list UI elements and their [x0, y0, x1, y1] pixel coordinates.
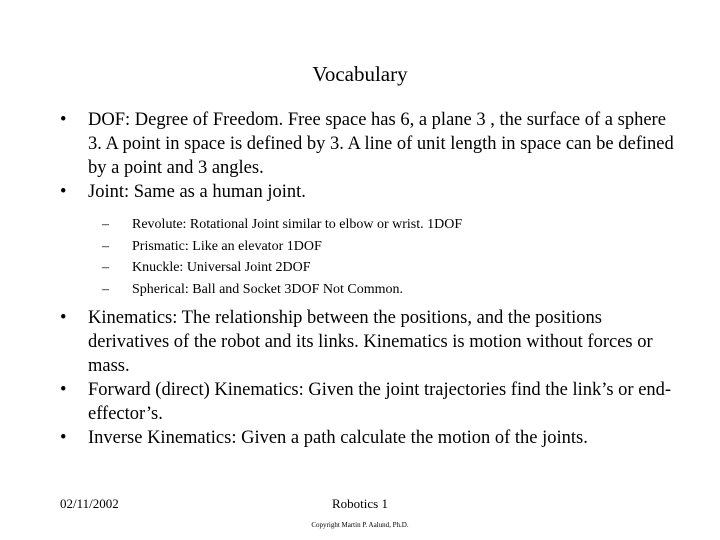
bullet-text: Kinematics: The relationship between the positions, and the positions derivatives of the robot and its links. Kinematics is motion without forces or mass.	[88, 308, 653, 376]
bullet-marker: •	[60, 380, 67, 400]
sub-item-revolute	[102, 214, 680, 236]
footer-date: 02/11/2002	[60, 496, 119, 511]
dash-marker: –	[102, 281, 109, 297]
sub-item-prismatic	[102, 236, 680, 258]
sub-item-text: Prismatic: Like an elevator 1DOF	[132, 238, 322, 254]
bullet-forward-kinematics	[60, 378, 680, 426]
bullet-text: Joint: Same as a human joint.	[88, 182, 306, 202]
bullet-dof	[60, 108, 680, 180]
footer-copyright: Copyright Martin P. Aalund, Ph.D.	[311, 521, 409, 529]
bullet-text: DOF: Degree of Freedom. Free space has 6, a plane 3 , the surface of a sphere 3. A point in space is defined by 3. A line of unit length in space can be defined by a point and 3 angles.	[88, 110, 674, 178]
bullet-list	[60, 108, 680, 450]
joint-types-list	[60, 214, 680, 300]
footer-course: Robotics 1	[332, 496, 388, 511]
bullet-kinematics	[60, 306, 680, 378]
sub-item-knuckle	[102, 257, 680, 279]
bullet-marker: •	[60, 308, 67, 328]
dash-marker: –	[102, 217, 109, 232]
bullet-marker: •	[60, 182, 67, 202]
sub-item-spherical	[102, 279, 680, 301]
sub-item-text: Knuckle: Universal Joint 2DOF	[132, 260, 311, 275]
bullet-text: Forward (direct) Kinematics: Given the joint trajectories find the link’s or end-effector’s.	[88, 380, 672, 424]
bullet-text: Inverse Kinematics: Given a path calculate the motion of the joints.	[88, 428, 588, 448]
dash-marker: –	[102, 238, 109, 254]
bullet-marker: •	[60, 428, 67, 448]
sub-item-text: Spherical: Ball and Socket 3DOF Not Common.	[132, 281, 404, 297]
bullet-marker: •	[60, 110, 67, 130]
bullet-joint	[60, 180, 680, 204]
dash-marker: –	[102, 260, 109, 275]
slide-title: Vocabulary	[312, 62, 408, 86]
bullet-inverse-kinematics	[60, 426, 680, 450]
sub-item-text: Revolute: Rotational Joint similar to elbow or wrist. 1DOF	[132, 217, 463, 232]
